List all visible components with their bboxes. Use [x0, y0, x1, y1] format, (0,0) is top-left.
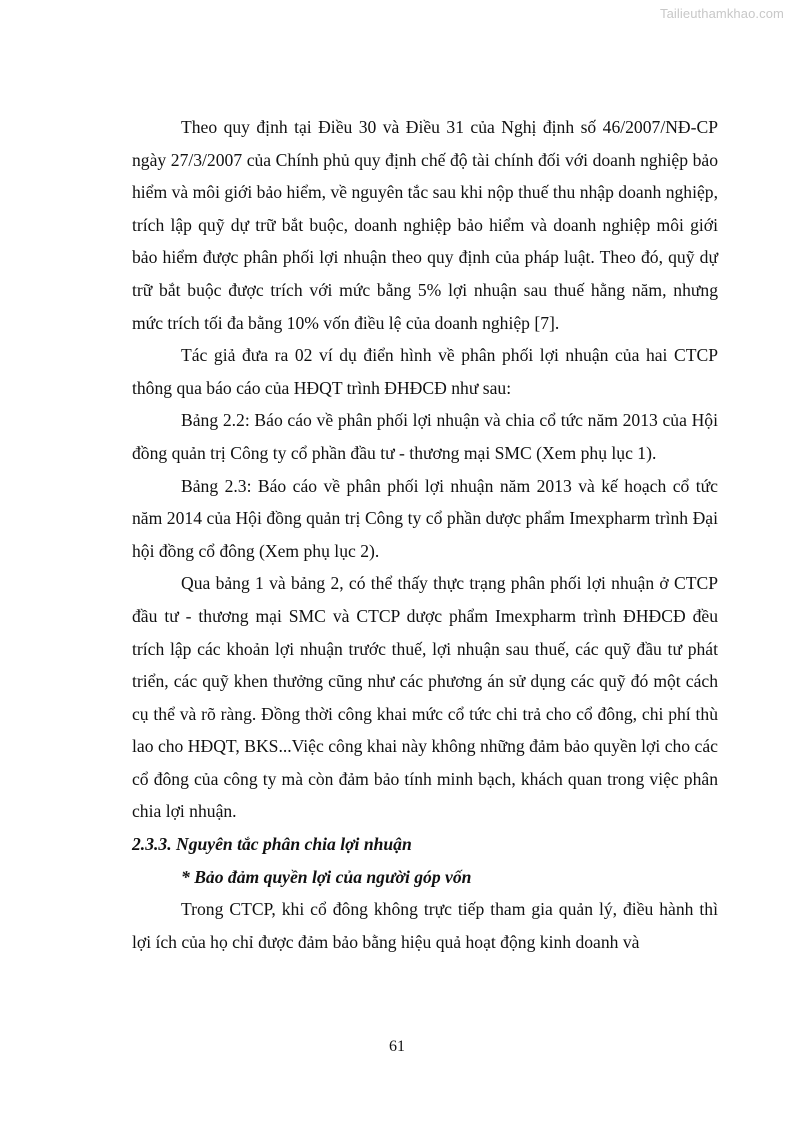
paragraph-table-2-3: Bảng 2.3: Báo cáo về phân phối lợi nhuận năm 2013 và kế hoạch cổ tức năm 2014 của Hội đồng quản trị Công ty cổ phần dược phẩm Imexpharm trình Đại hội đồng cổ đông (Xem phụ lục 2).: [132, 475, 718, 561]
paragraph-regulation: Theo quy định tại Điều 30 và Điều 31 của Nghị định số 46/2007/NĐ-CP ngày 27/3/2007 của Chính phủ quy định chế độ tài chính đối với doanh nghiệp bảo hiểm và môi giới bảo hiểm, về nguyên tắc sau khi nộp thuế thu nhập doanh nghiệp, trích lập quỹ dự trữ bắt buộc, doanh nghiệp bảo hiểm và doanh nghiệp môi giới bảo hiểm được phân phối lợi nhuận theo quy định của pháp luật. Theo đó, quỹ dự trữ bắt buộc được trích với mức bằng 5% lợi nhuận sau thuế hằng năm, nhưng mức trích tối đa bằng 10% vốn điều lệ của doanh nghiệp [7].: [132, 117, 718, 333]
section-heading: 2.3.3. Nguyên tắc phân chia lợi nhuận: [132, 834, 412, 855]
watermark-text: Tailieuthamkhao.com: [659, 6, 784, 21]
paragraph-examples-intro: Tác giả đưa ra 02 ví dụ điển hình về phân phối lợi nhuận của hai CTCP thông qua báo cáo của HĐQT trình ĐHĐCĐ như sau:: [132, 345, 718, 398]
document-body: [132, 111, 718, 958]
subsection-heading: * Bảo đảm quyền lợi của người góp vốn: [181, 866, 472, 887]
paragraph-analysis: Qua bảng 1 và bảng 2, có thể thấy thực trạng phân phối lợi nhuận ở CTCP đầu tư - thương mại SMC và CTCP dược phẩm Imexpharm trình ĐHĐCĐ đều trích lập các khoản lợi nhuận trước thuế, lợi nhuận sau thuế, các quỹ đầu tư phát triển, các quỹ khen thưởng cũng như các phương án sử dụng các quỹ đó một cách cụ thể và rõ ràng. Đồng thời công khai mức cổ tức chi trả cho cổ đông, chi phí thù lao cho HĐQT, BKS...Việc công khai này không những đảm bảo quyền lợi cho các cổ đông của công ty mà còn đảm bảo tính minh bạch, khách quan trong việc phân chia lợi nhuận.: [132, 573, 718, 822]
paragraph-table-2-2: Bảng 2.2: Báo cáo về phân phối lợi nhuận và chia cổ tức năm 2013 của Hội đồng quản trị Công ty cổ phần đầu tư - thương mại SMC (Xem phụ lục 1).: [132, 410, 718, 463]
paragraph-shareholder-interest: Trong CTCP, khi cổ đông không trực tiếp tham gia quản lý, điều hành thì lợi ích của họ chỉ được đảm bảo bằng hiệu quả hoạt động kinh doanh và: [132, 899, 718, 952]
page-number: 61: [389, 1038, 405, 1055]
